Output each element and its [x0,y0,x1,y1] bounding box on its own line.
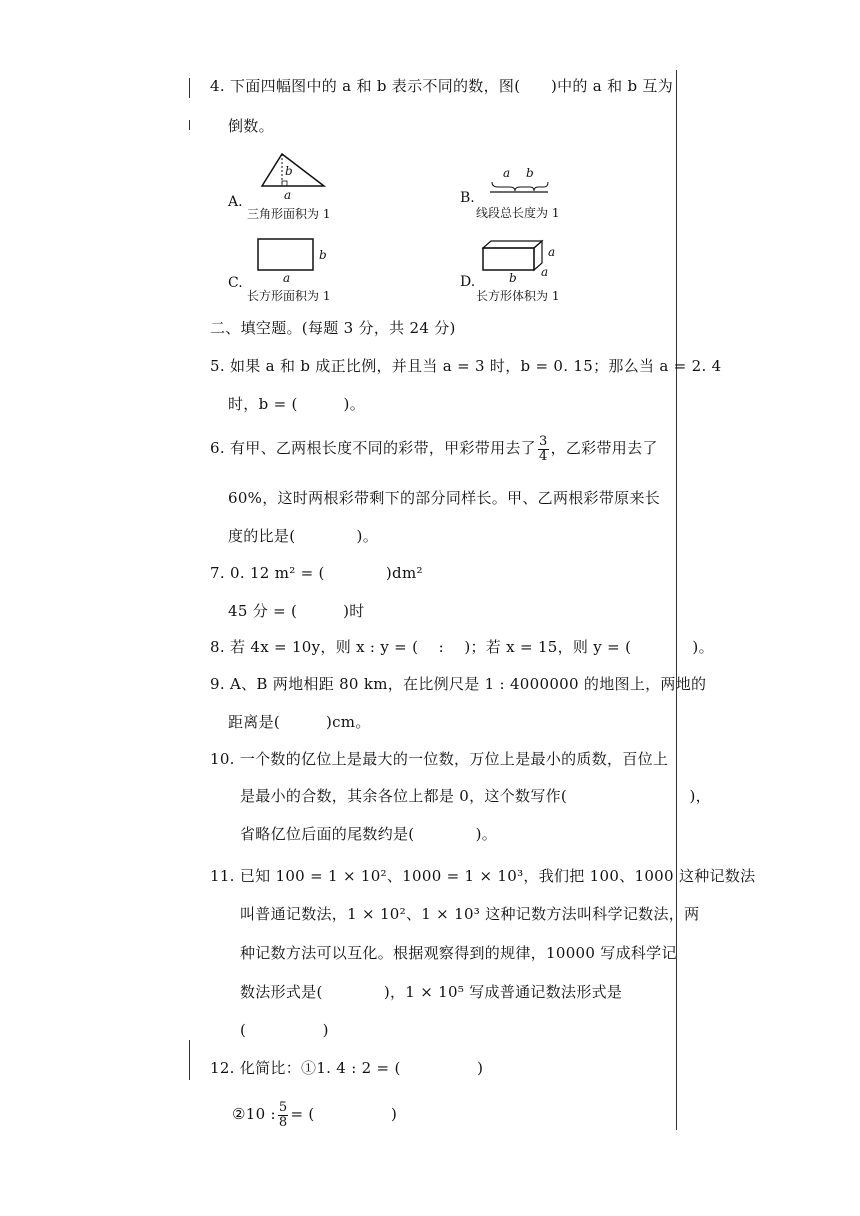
q6-frac-den: 4 [538,448,548,464]
margin-rule-left-3 [189,1040,190,1080]
q6-line2: 60%，这时两根彩带剩下的部分同样长。甲、乙两根彩带原来长 [228,489,661,507]
option-c-caption: 长方形面积为 1 [247,289,331,303]
option-d-letter: D. [460,274,476,290]
option-b-letter: B. [460,190,475,206]
q6-fraction [538,435,549,464]
margin-rule-right [676,70,677,1130]
rectangle-label-b: b [319,248,327,262]
margin-rule-left [189,78,190,98]
triangle-figure [262,152,326,192]
option-b-caption: 线段总长度为 1 [476,206,560,220]
q12-fraction [278,1101,289,1130]
q6-line1-post: ，乙彩带用去了 [550,439,658,457]
segment-label-a: a [503,166,511,180]
rectangle-label-a: a [283,271,291,285]
q11-line1: 11. 已知 100 = 1 × 10²、1000 = 1 × 10³，我们把 100、1000 这种记数法 [210,867,756,885]
q9-line2: 距离是( )cm。 [228,713,371,731]
rectangle-figure [257,238,315,272]
q12-frac-num: 5 [278,1099,288,1115]
q7-line1: 7. 0. 12 m² = ( )dm² [210,564,423,582]
q11-line4: 数法形式是( )，1 × 10⁵ 写成普通记数法形式是 [240,983,623,1001]
q4-line1: 4. 下面四幅图中的 a 和 b 表示不同的数，图( )中的 a 和 b 互为 [210,77,674,95]
q6-line1-pre: 6. 有甲、乙两根长度不同的彩带，甲彩带用去了 [210,439,536,457]
q5-line2: 时，b = ( )。 [228,395,366,413]
cuboid-label-width: a [541,265,549,279]
q9-line1: 9. A、B 两地相距 80 km，在比例尺是 1 : 4000000 的地图上，两地的 [210,675,707,693]
q12-frac-den: 8 [278,1114,288,1130]
q12-line2-post: = ( ) [290,1105,398,1123]
q12-line2 [232,1096,397,1132]
q5-line1: 5. 如果 a 和 b 成正比例，并且当 a = 3 时，b = 0. 15；那么当 a = 2. 4 [210,357,722,375]
option-d-caption: 长方形体积为 1 [476,289,560,303]
section-heading: 二、填空题。(每题 3 分，共 24 分) [210,319,456,337]
cuboid-figure [482,240,544,272]
triangle-label-a: a [284,188,292,202]
q4-line2: 倒数。 [228,117,274,135]
q10-line1: 10. 一个数的亿位上是最大的一位数，万位上是最小的质数，百位上 [210,750,669,768]
q11-line2: 叫普通记数法，1 × 10²、1 × 10³ 这种记数方法叫科学记数法，两 [240,905,700,923]
q6-line3: 度的比是( )。 [228,527,379,545]
cuboid-label-length: b [509,271,517,285]
segment-label-b: b [526,166,534,180]
q11-line5: ( ) [240,1021,329,1039]
q6-line1 [210,430,658,466]
q8-line1: 8. 若 4x = 10y，则 x : y = ( : )；若 x = 15，则 y = ( )。 [210,638,714,656]
q10-line2: 是最小的合数，其余各位上都是 0，这个数写作( )， [240,787,711,805]
q7-line2: 45 分 = ( )时 [228,602,365,620]
option-a-letter: A. [228,194,243,210]
q12-line2-pre: ②10 : [232,1105,276,1123]
cuboid-label-height: a [548,245,556,259]
q10-line3: 省略亿位后面的尾数约是( )。 [240,825,498,843]
q12-line1: 12. 化简比：①1. 4 : 2 = ( ) [210,1059,484,1077]
q6-frac-num: 3 [538,433,548,449]
q11-line3: 种记数方法可以互化。根据观察得到的规律，10000 写成科学记 [240,944,677,962]
segment-figure [490,180,550,196]
option-a-caption: 三角形面积为 1 [247,207,331,221]
margin-rule-left-2 [189,120,190,130]
option-c-letter: C. [228,275,243,291]
triangle-label-b: b [285,164,293,178]
